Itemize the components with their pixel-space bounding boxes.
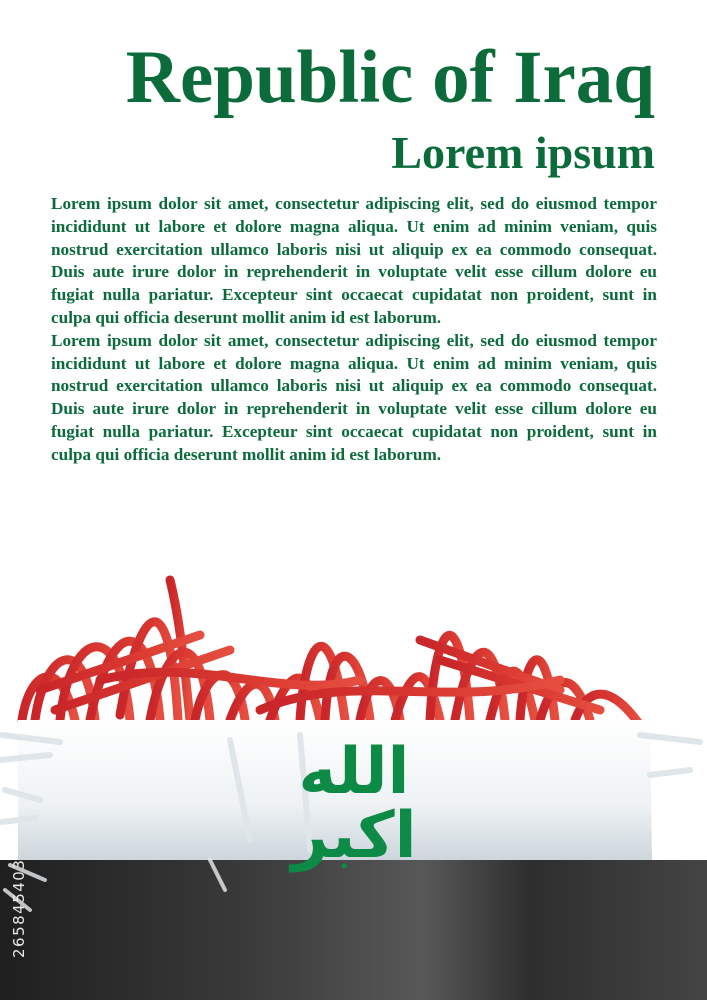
paragraph-2: Lorem ipsum dolor sit amet, consectetur adipiscing elit, sed do eiusmod tempor incididunt ut labore et dolore magna aliqua. Ut enim ad minim veniam, quis nostrud exercitation ullamco laboris nisi ut aliquip ex ea commodo consequat. Duis aute irure dolor in reprehenderit in voluptate velit esse cillum dolore eu fugiat nulla pariatur. Excepteur sint occaecat cupidatat non proident, sunt in culpa qui officia deserunt mollit anim id est laborum. xyxy=(51,330,657,464)
takbir-inscription: الله اكبر xyxy=(291,735,417,873)
stock-image-id: 265845403 xyxy=(10,858,28,958)
black-stripe xyxy=(0,860,707,1000)
page-title: Republic of Iraq xyxy=(125,36,655,119)
body-text xyxy=(51,193,657,467)
page-subtitle: Lorem ipsum xyxy=(391,127,655,178)
red-stripe-scribbles xyxy=(22,580,640,725)
paragraph-1: Lorem ipsum dolor sit amet, consectetur adipiscing elit, sed do eiusmod tempor incididunt ut labore et dolore magna aliqua. Ut enim ad minim veniam, quis nostrud exercitation ullamco laboris nisi ut aliquip ex ea commodo consequat. Duis aute irure dolor in reprehenderit in voluptate velit esse cillum dolore eu fugiat nulla pariatur. Excepteur sint occaecat cupidatat non proident, sunt in culpa qui officia deserunt mollit anim id est laborum. xyxy=(51,194,657,327)
